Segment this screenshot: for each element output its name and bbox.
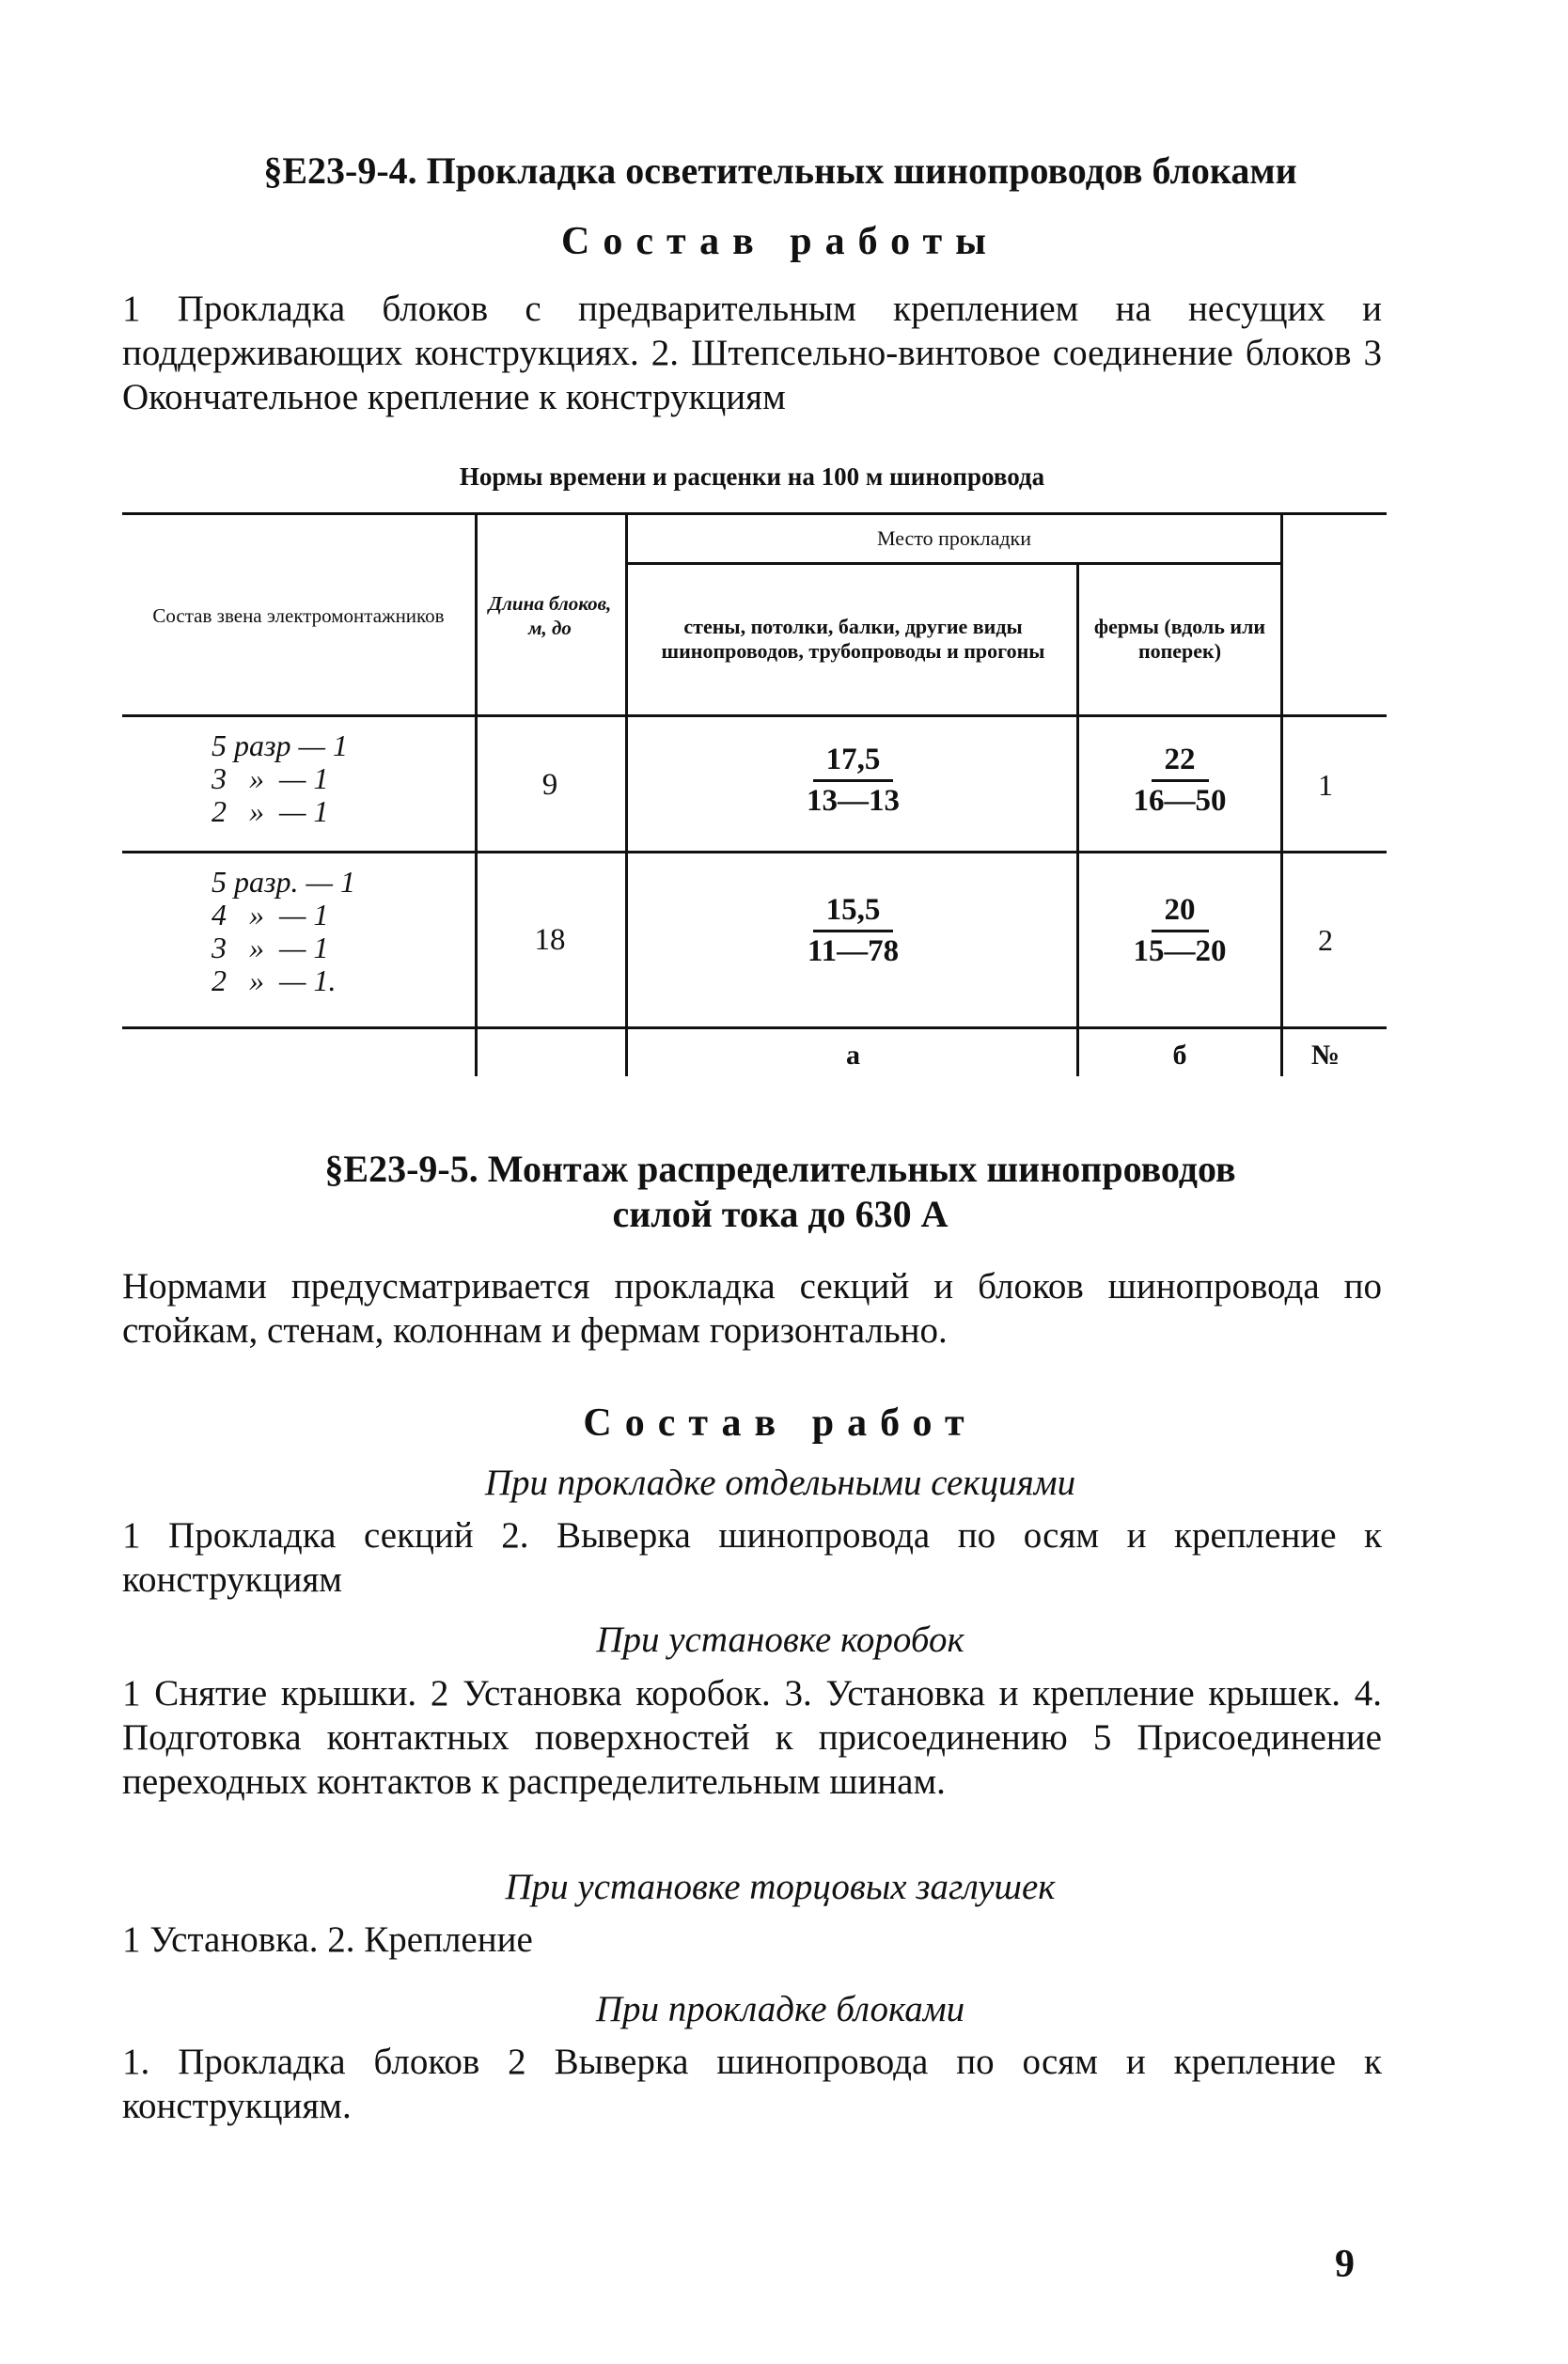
row-2-a-price: 11—78	[807, 934, 900, 968]
crew-line: 5 разр. — 1	[212, 865, 355, 899]
footer-col-b: б	[1172, 1039, 1187, 1071]
table-vrule-4	[1280, 512, 1283, 1076]
header-place: Место прокладки	[876, 525, 1032, 550]
row-1-col-a	[639, 743, 1067, 819]
row-1-b-price: 16—50	[1133, 784, 1227, 818]
table-vrule-3	[1076, 562, 1079, 1076]
page-number: 9	[1335, 2243, 1355, 2286]
table-vrule-1	[475, 512, 478, 1076]
row-1-a-price: 13—13	[807, 784, 900, 818]
header-trusses: фермы (вдоль или поперек)	[1093, 615, 1266, 663]
section-1-subtitle: Состав работы	[561, 220, 999, 263]
row-2-number: 2	[1318, 922, 1333, 957]
table-caption: Нормы времени и расценки на 100 м шинопровода	[459, 462, 1045, 491]
row-1-col-b	[1086, 743, 1274, 819]
group-1-heading: При прокладке отдельными секциями	[484, 1463, 1076, 1503]
section-2-title-line-2: силой тока до 630 А	[612, 1193, 949, 1235]
group-2-heading: При установке коробок	[596, 1620, 964, 1660]
group-3-heading: При установке торцовых заглушек	[505, 1867, 1056, 1907]
section-2-intro: Нормами предусматривается прокладка секций и блоков шинопровода по стойкам, стенам, колоннам и фермам горизонтально.	[122, 1266, 1382, 1351]
header-bottom-rule	[122, 714, 1387, 717]
row-1-a-time: 17,5	[813, 743, 894, 782]
row-divider-rule	[122, 851, 1387, 853]
group-4-text: 1. Прокладка блоков 2 Выверка шинопровода по осям и крепление к конструкциям.	[122, 2042, 1382, 2126]
crew-line: 3 » — 1	[212, 761, 329, 795]
table-vrule-2	[625, 512, 628, 1076]
row-2-a-time: 15,5	[813, 893, 894, 932]
section-1-title: §Е23-9-4. Прокладка осветительных шинопроводов блоками	[263, 149, 1297, 192]
section-2-subtitle: Состав работ	[583, 1401, 978, 1445]
header-length: Длина блоков, м, до	[488, 592, 612, 639]
place-header-rule	[625, 562, 1283, 565]
row-2-col-a	[639, 893, 1067, 969]
header-walls: стены, потолки, балки, другие виды шинопроводов, трубопроводы и прогоны	[661, 615, 1045, 663]
row-2-length: 18	[534, 922, 566, 957]
crew-line: 2 » — 1	[212, 794, 329, 828]
group-4-heading: При прокладке блоками	[595, 1989, 965, 2029]
row-1-number: 1	[1318, 767, 1333, 802]
row-2-col-b	[1086, 893, 1274, 969]
row-1-b-time: 22	[1152, 743, 1209, 782]
crew-line: 2 » — 1.	[212, 963, 337, 997]
header-crew: Состав звена электромонтажников	[152, 604, 445, 627]
row-2-b-time: 20	[1152, 893, 1209, 932]
row-2-b-price: 15—20	[1133, 934, 1227, 968]
section-1-text: 1 Прокладка блоков с предварительным креплением на несущих и поддерживающих конструкциях. 2. Штепсельно-винтовое соединение блоков 3 Окончательное крепление к конструкциям	[122, 289, 1382, 417]
table-top-rule	[122, 512, 1387, 515]
section-2-title-line-1: §Е23-9-5. Монтаж распределительных шинопроводов	[324, 1148, 1236, 1190]
row-1-crew	[212, 729, 348, 828]
row-2-crew	[212, 866, 355, 997]
footer-col-number: №	[1310, 1039, 1341, 1071]
rows-bottom-rule	[122, 1026, 1387, 1029]
group-1-text: 1 Прокладка секций 2. Выверка шинопровода по осям и крепление к конструкциям	[122, 1515, 1382, 1600]
row-1-length: 9	[541, 767, 558, 802]
group-2-text: 1 Снятие крышки. 2 Установка коробок. 3. Установка и крепление крышек. 4. Подготовка контактных поверхностей к присоединению 5 Присоединение переходных контактов к распределительным шинам.	[122, 1673, 1382, 1802]
crew-line: 5 разр — 1	[212, 728, 348, 762]
footer-col-a: а	[846, 1039, 860, 1071]
group-3-text: 1 Установка. 2. Крепление	[122, 1919, 533, 1960]
crew-line: 4 » — 1	[212, 898, 329, 932]
crew-line: 3 » — 1	[212, 931, 329, 964]
